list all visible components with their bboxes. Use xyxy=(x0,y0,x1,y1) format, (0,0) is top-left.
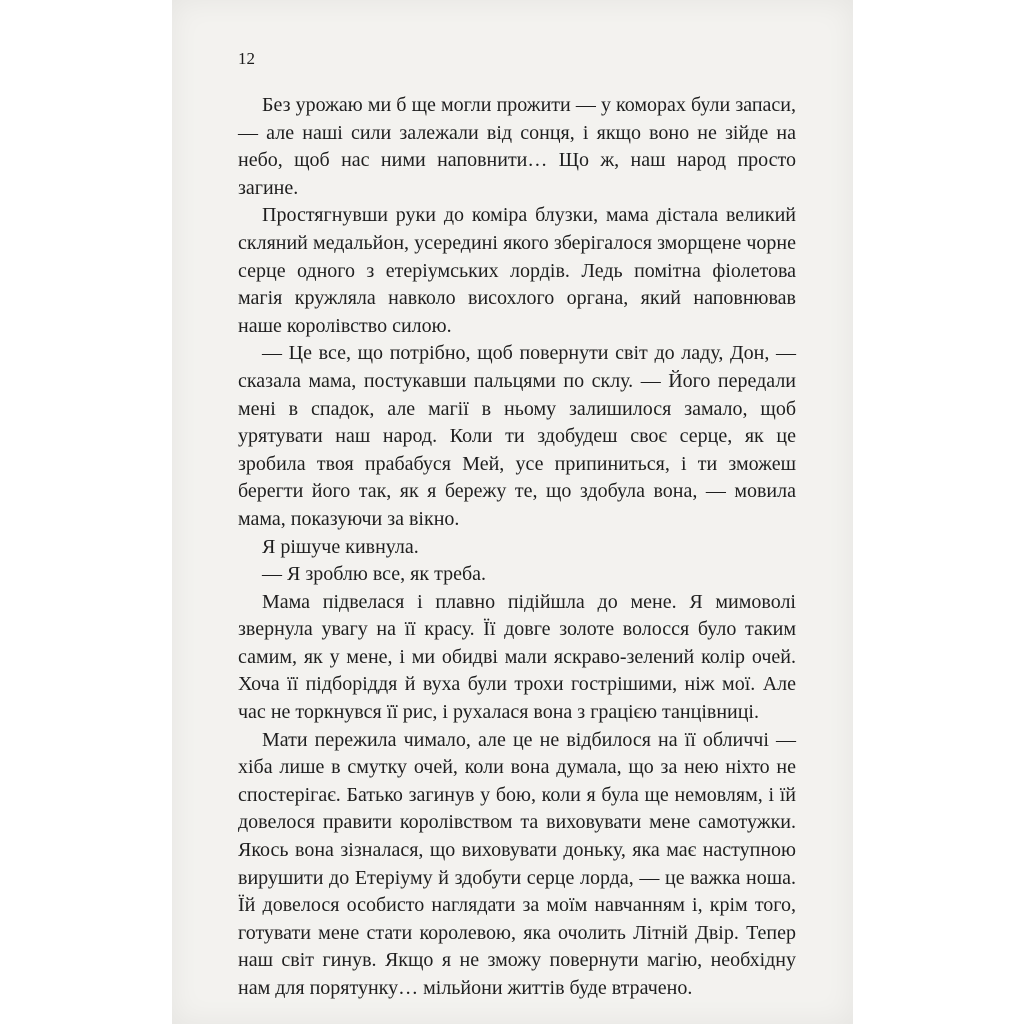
page-body-text xyxy=(238,92,796,1003)
book-page xyxy=(172,0,853,1024)
page-number: 12 xyxy=(238,49,255,68)
paragraph: Простягнувши руки до коміра блузки, мама дістала великий скляний медальйон, усередині якого зберігалося зморщене чорне серце одного з етеріумських лордів. Ледь помітна фіолетова магія кружляла навколо висохлого органа, який наповнював наше королівство силою. xyxy=(238,204,796,337)
paragraph: Мама підвелася і плавно підійшла до мене. Я мимоволі звернула увагу на її красу. Її довге золоте волосся було таким самим, як у мене, і ми обидві мали яскраво-зелений колір очей. Хоча її підборіддя й вуха були трохи гострішими, ніж мої. Але час не торкнувся її рис, і рухалася вона з грацією танцівниці. xyxy=(238,590,796,724)
paragraph: — Це все, що потрібно, щоб повернути світ до ладу, Дон, — сказала мама, постукавши пальцями по склу. — Його передали мені в спадок, але магії в ньому залишилося замало, щоб урятувати наш народ. Коли ти здобудеш своє серце, як це зробила твоя прабабуся Мей, усе припиниться, і ти зможеш берегти його так, як я бережу те, що здобула вона, — мовила мама, показуючи за вікно. xyxy=(238,342,796,530)
paragraph: Без урожаю ми б ще могли прожити — у коморах були запаси, — але наші сили залежали від сонця, і якщо воно не зійде на небо, щоб нас ними наповнити… Що ж, наш народ просто загине. xyxy=(238,94,796,199)
paragraph: — Я зроблю все, як треба. xyxy=(262,563,486,586)
paragraph: Я рішуче кивнула. xyxy=(262,535,419,558)
paragraph: Мати пережила чимало, але це не відбилося на її обличчі — хіба лише в смутку очей, коли вона думала, що за нею ніхто не спостерігає. Батько загинув у бою, коли я була ще немовлям, і їй довелося правити королівством та виховувати мене самотужки. Якось вона зізналася, що виховувати доньку, яка має наступною вирушити до Етеріуму й здобути серце лорда, — це важка ноша. Їй довелося особисто наглядати за моїм навчанням і, крім того, готувати мене стати королевою, яка очолить Літній Двір. Тепер наш світ гинув. Якщо я не зможу повернути магію, необхідну нам для порятунку… мільйони життів буде втрачено. xyxy=(238,728,796,999)
